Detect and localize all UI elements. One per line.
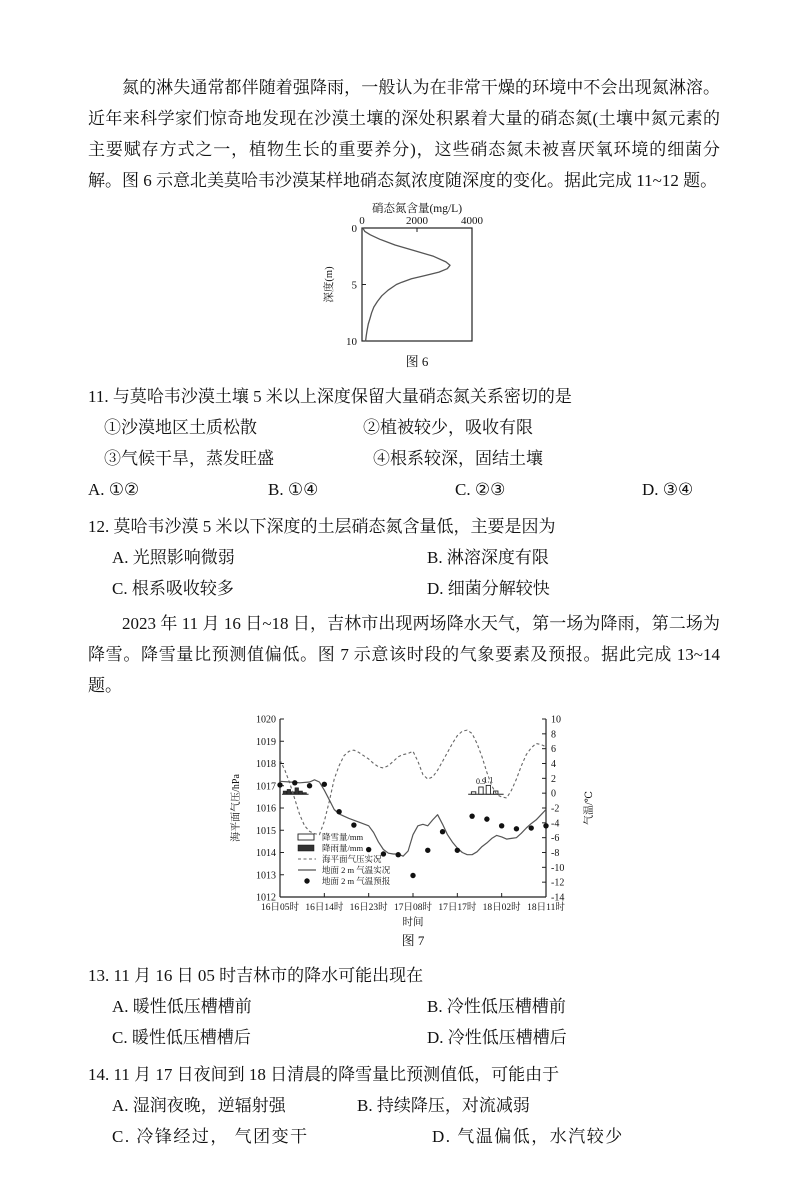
question-13-row-ab: [88, 991, 720, 1022]
svg-text:1015: 1015: [256, 825, 276, 837]
question-13-stem: 13. 11 月 16 日 05 时吉林市的降水可能出现在: [88, 966, 424, 985]
svg-text:1013: 1013: [256, 870, 276, 882]
svg-text:17日08时: 17日08时: [393, 903, 433, 913]
svg-text:16日14时: 16日14时: [305, 903, 344, 913]
passage-nitrate: 氮的淋失通常都伴随着强降雨，一般认为在非常干燥的环境中不会出现氮淋溶。近年来科学家们惊奇地发现在沙漠土壤的深处积累着大量的硝态氮(土壤中氮元素的主要赋存方式之一，植物生长的重要养分)，这些硝态氮未被喜厌氧环境的细菌分解。图 6 示意北美莫哈韦沙漠某样地硝态氮浓度随深度的变化。据此完成 11~12 题。: [88, 78, 720, 190]
svg-text:硝态氮含量(mg/L): 硝态氮含量(mg/L): [371, 203, 463, 215]
svg-text:图 7: 图 7: [401, 933, 425, 948]
svg-text:-10: -10: [551, 862, 565, 874]
svg-text:4: 4: [551, 759, 556, 770]
choice-a: A. ①②: [88, 480, 140, 499]
svg-text:-14: -14: [551, 892, 565, 904]
svg-text:8: 8: [551, 729, 556, 741]
svg-text:4000: 4000: [461, 215, 483, 227]
svg-text:1019: 1019: [256, 736, 276, 748]
svg-text:气温/℃: 气温/℃: [584, 791, 595, 825]
svg-text:深度(m): 深度(m): [324, 266, 335, 303]
svg-text:-8: -8: [551, 848, 560, 859]
question-11-stem: 11. 与莫哈韦沙漠土壤 5 米以上深度保留大量硝态氮关系密切的是: [88, 387, 572, 406]
choice-b: B. ①④: [268, 480, 319, 499]
svg-text:-2: -2: [551, 803, 560, 815]
weather-chart: [228, 705, 600, 949]
svg-text:10: 10: [551, 714, 561, 726]
choice-b: B. 持续降压，对流减弱: [357, 1096, 530, 1115]
question-14-row-ab: [88, 1090, 720, 1121]
svg-text:时间: 时间: [402, 917, 424, 928]
svg-text:17日17时: 17日17时: [438, 903, 477, 913]
svg-text:0: 0: [551, 788, 556, 800]
figure6: [322, 202, 720, 375]
svg-text:海平面气压/hPa: 海平面气压/hPa: [231, 774, 242, 842]
svg-text:降雪量/mm: 降雪量/mm: [322, 832, 364, 842]
question-14-row-cd: [88, 1121, 720, 1152]
choice-c: C. 根系吸收较多: [112, 579, 234, 598]
choice-a: A. 湿润夜晚，逆辐射强: [112, 1096, 286, 1115]
svg-text:-12: -12: [551, 877, 565, 889]
choice-c: C. 暖性低压槽槽后: [112, 1028, 251, 1047]
sub-option-1: ①沙漠地区土质松散: [104, 418, 257, 437]
svg-text:18日11时: 18日11时: [527, 903, 565, 913]
question-14-stem: 14. 11 月 17 日夜间到 18 日清晨的降雪量比预测值低，可能由于: [88, 1065, 560, 1084]
choice-d: D. 气温偏低，水汽较少: [432, 1127, 624, 1146]
svg-text:地面 2 m 气温预报: 地面 2 m 气温预报: [322, 876, 391, 886]
choice-b: B. 冷性低压槽槽前: [427, 997, 566, 1016]
svg-text:1.1: 1.1: [483, 775, 494, 785]
question-11: [88, 381, 720, 505]
svg-text:海平面气压实况: 海平面气压实况: [322, 854, 382, 864]
choice-c: C. ②③: [455, 480, 506, 499]
svg-text:降雨量/mm: 降雨量/mm: [322, 843, 364, 853]
choice-d: D. ③④: [642, 480, 694, 499]
svg-text:-4: -4: [551, 818, 560, 830]
svg-text:1014: 1014: [256, 848, 276, 859]
svg-text:18日02时: 18日02时: [482, 903, 521, 913]
svg-text:16日23时: 16日23时: [349, 903, 388, 913]
svg-text:0.9: 0.9: [475, 777, 486, 787]
svg-text:10: 10: [346, 336, 357, 348]
choice-a: A. 光照影响微弱: [112, 548, 235, 567]
nitrate-depth-chart: [322, 202, 498, 370]
sub-option-4: ④根系较深，固结土壤: [373, 449, 543, 468]
svg-text:1017: 1017: [256, 781, 276, 793]
svg-text:0: 0: [351, 223, 357, 235]
svg-text:-6: -6: [551, 833, 560, 845]
question-12-row-cd: [88, 573, 720, 604]
question-13-row-cd: [88, 1022, 720, 1053]
question-12-stem: 12. 莫哈韦沙漠 5 米以下深度的土层硝态氮含量低，主要是因为: [88, 517, 556, 536]
passage-jilin-weather: 2023 年 11 月 16 日~18 日，吉林市出现两场降水天气，第一场为降雨，第二场为降雪。降雪量比预测值偏低。图 7 示意该时段的气象要素及预报。据此完成 13~14 题。: [88, 614, 720, 695]
svg-text:1018: 1018: [256, 759, 276, 770]
sub-option-3: ③气候干旱，蒸发旺盛: [104, 449, 274, 468]
choice-d: D. 细菌分解较快: [427, 579, 550, 598]
svg-text:1012: 1012: [256, 892, 276, 904]
question-14: [88, 1059, 720, 1152]
svg-text:2000: 2000: [406, 215, 428, 227]
choice-a: A. 暖性低压槽槽前: [112, 997, 252, 1016]
choice-b: B. 淋溶深度有限: [427, 548, 549, 567]
svg-text:1020: 1020: [256, 714, 276, 726]
svg-text:图 6: 图 6: [405, 354, 429, 369]
question-12-row-ab: [88, 542, 720, 573]
svg-text:5: 5: [351, 279, 357, 292]
question-11-subs-row1: [88, 412, 720, 443]
question-11-choices: [88, 474, 720, 505]
question-11-subs-row2: [88, 443, 720, 474]
choice-c: C. 冷锋经过， 气团变干: [112, 1127, 309, 1146]
svg-text:1016: 1016: [256, 803, 276, 815]
svg-text:0: 0: [359, 215, 365, 227]
svg-text:2: 2: [551, 773, 556, 785]
choice-d: D. 冷性低压槽槽后: [427, 1028, 567, 1047]
svg-text:地面 2 m 气温实况: 地面 2 m 气温实况: [322, 865, 391, 875]
svg-text:6: 6: [551, 744, 556, 756]
sub-option-2: ②植被较少，吸收有限: [363, 418, 533, 437]
question-12: [88, 511, 720, 604]
figure7: [228, 705, 720, 954]
svg-text:16日05时: 16日05时: [260, 903, 300, 913]
question-13: [88, 960, 720, 1053]
